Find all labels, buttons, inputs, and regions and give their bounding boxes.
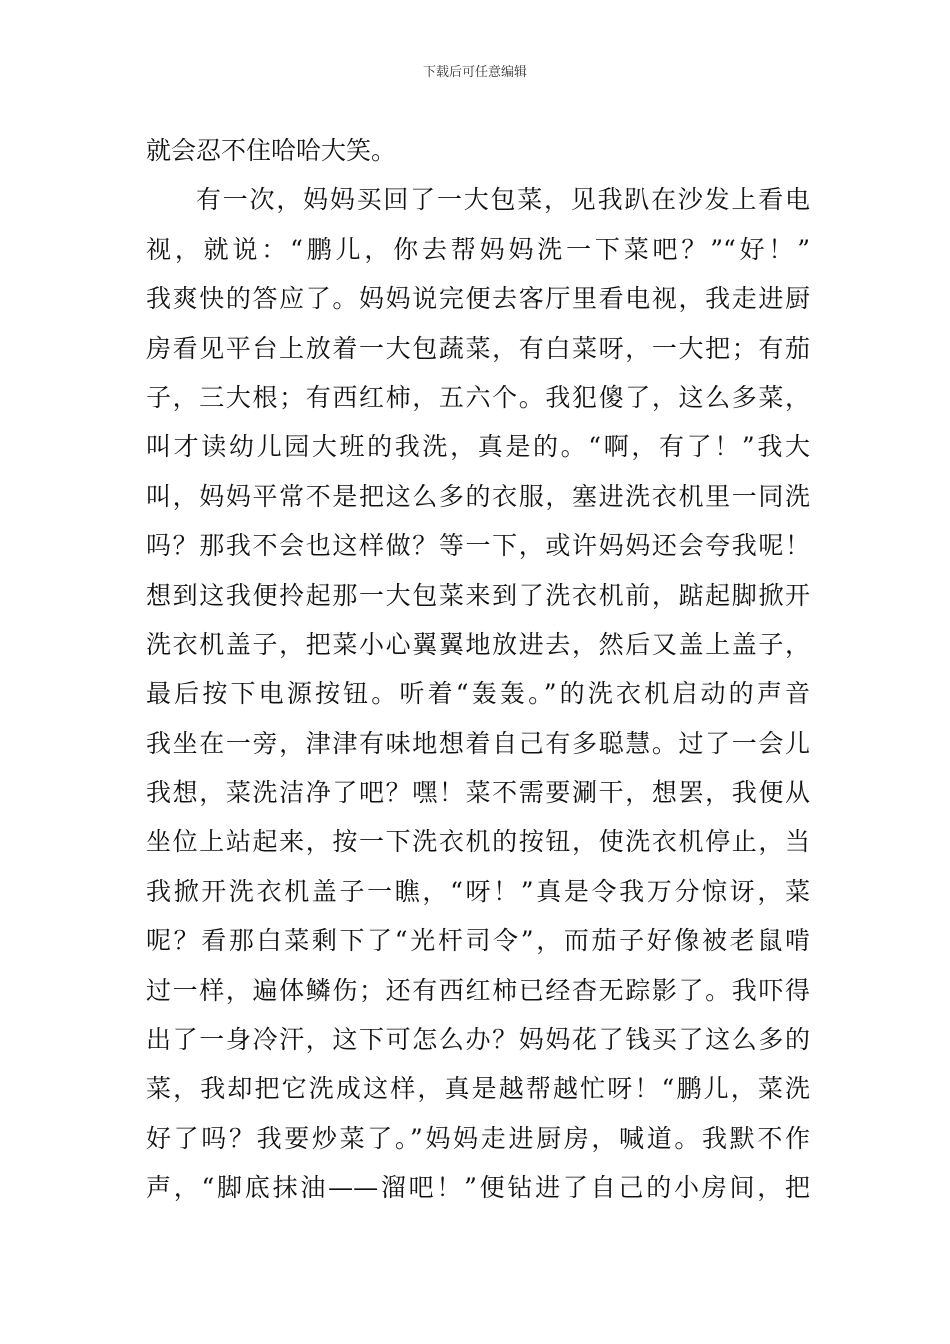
text-line: 想到这我便拎起那一大包菜来到了洗衣机前，踮起脚掀开 <box>146 580 810 610</box>
text-line: 子，三大根；有西红柿，五六个。我犯傻了，这么多菜， <box>146 382 810 412</box>
text-line: 呢？看那白菜剩下了“光杆司令”，而茄子好像被老鼠啃 <box>146 926 810 956</box>
text-line: 有一次，妈妈买回了一大包菜，见我趴在沙发上看电 <box>196 185 810 215</box>
text-line: 我想，菜洗洁净了吧？嘿！菜不需要涮干，想罢，我便从 <box>146 778 810 808</box>
text-line: 坐位上站起来，按一下洗衣机的按钮，使洗衣机停止，当 <box>146 827 810 857</box>
text-line: 视，就说：“鹏儿，你去帮妈妈洗一下菜吧？”“好！” <box>146 234 810 264</box>
text-line: 好了吗？我要炒菜了。”妈妈走进厨房，喊道。我默不作 <box>146 1123 810 1153</box>
text-line: 最后按下电源按钮。听着“轰轰。”的洗衣机启动的声音 <box>146 679 810 709</box>
text-line: 我坐在一旁，津津有味地想着自己有多聪慧。过了一会儿 <box>146 728 810 758</box>
text-line: 出了一身冷汗，这下可怎么办？妈妈花了钱买了这么多的 <box>146 1025 810 1055</box>
text-line: 菜，我却把它洗成这样，真是越帮越忙呀！“鹏儿，菜洗 <box>146 1074 810 1104</box>
text-line: 洗衣机盖子，把菜小心翼翼地放进去，然后又盖上盖子， <box>146 629 810 659</box>
text-line: 过一样，遍体鳞伤；还有西红柿已经杳无踪影了。我吓得 <box>146 975 810 1005</box>
page-header-note: 下载后可任意编辑 <box>422 65 527 80</box>
text-line: 我爽快的答应了。妈妈说完便去客厅里看电视，我走进厨 <box>146 284 810 314</box>
document-body <box>146 126 810 1213</box>
text-line: 叫才读幼儿园大班的我洗，真是的。“啊，有了！”我大 <box>146 432 810 462</box>
text-line: 就会忍不住哈哈大笑。 <box>146 136 397 165</box>
text-line: 吗？那我不会也这样做？等一下，或许妈妈还会夸我呢！ <box>146 531 810 561</box>
text-line: 我掀开洗衣机盖子一瞧，“呀！”真是令我万分惊讶，菜 <box>146 876 810 906</box>
text-line: 声，“脚底抹油——溜吧！”便钻进了自己的小房间，把 <box>146 1173 810 1203</box>
text-line: 叫，妈妈平常不是把这么多的衣服，塞进洗衣机里一同洗 <box>146 481 810 511</box>
text-line: 房看见平台上放着一大包蔬菜，有白菜呀，一大把；有茄 <box>146 333 810 363</box>
